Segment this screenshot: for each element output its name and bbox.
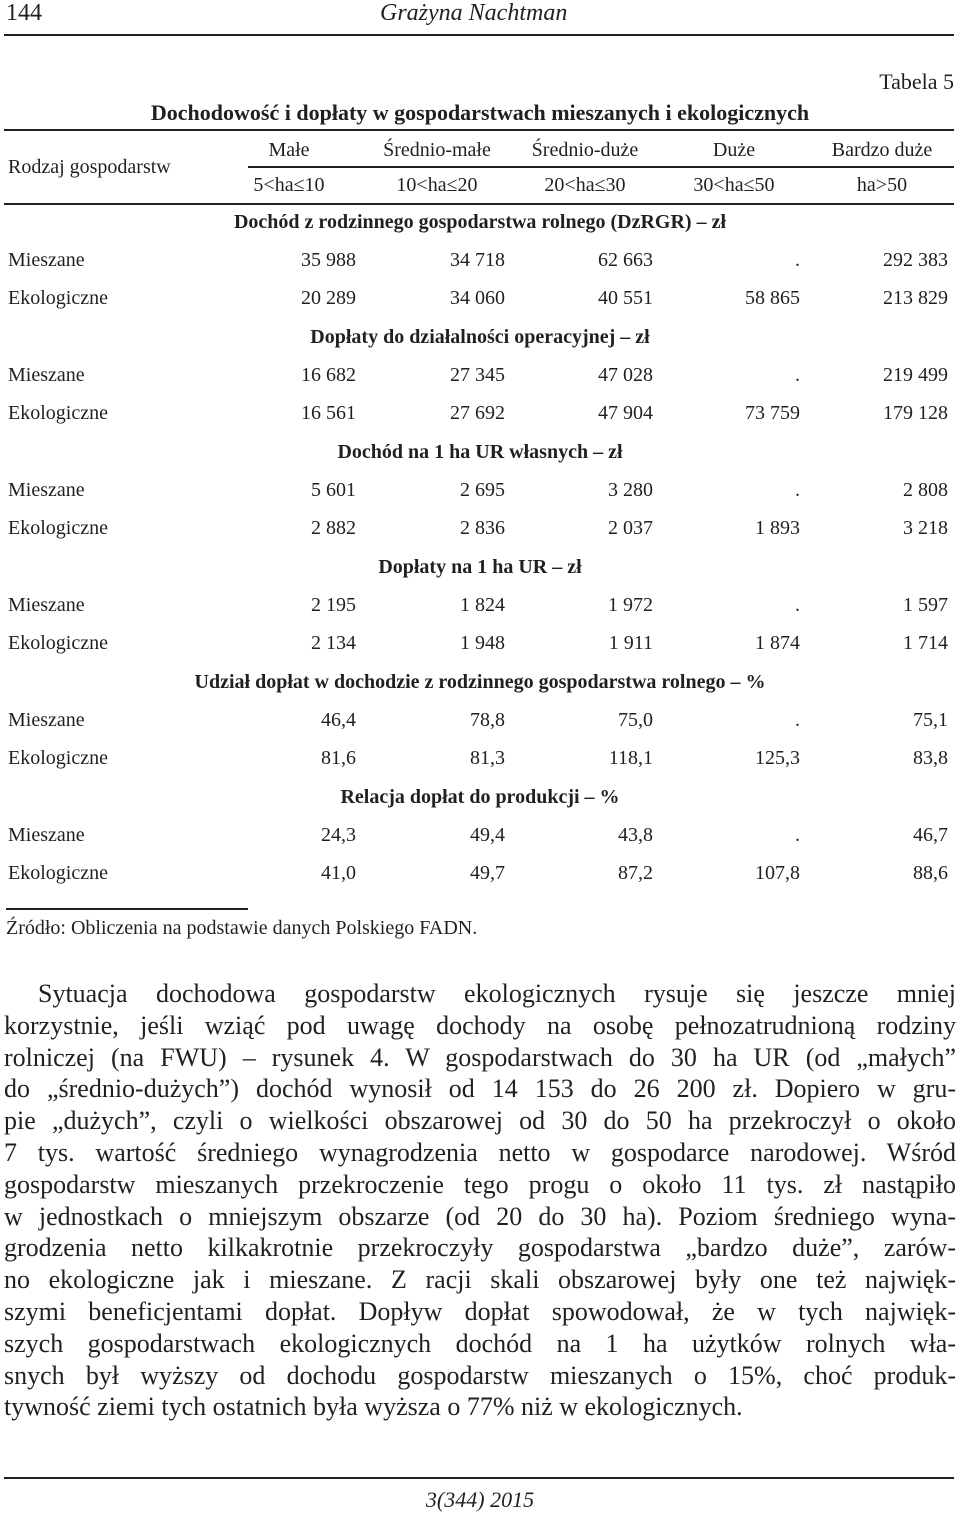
footer-rule [4, 1477, 954, 1479]
table-cell: 219 499 [883, 364, 948, 386]
column-name: Duże [712, 139, 756, 161]
table-cell: 3 280 [608, 479, 653, 501]
table-cell: 73 759 [745, 402, 800, 424]
body-line: 7 tys. wartość średniego wynagrodzenia netto w gospodarce narodowej. Wśród [4, 1137, 956, 1167]
table-cell: 75,1 [913, 709, 948, 731]
body-line: tywność ziemi tych ostatnich była wyższa o 77% niż w ekologicznych. [4, 1392, 743, 1422]
table-cell: 24,3 [321, 824, 356, 846]
body-line: do „średnio-dużych”) dochód wynosił od 14 153 do 26 200 zł. Dopiero w gru- [4, 1074, 956, 1104]
row-label: Mieszane [8, 594, 85, 616]
body-line: korzystnie, jeśli wziąć pod uwagę dochody na osobę pełnozatrudnioną rodziny [4, 1010, 956, 1040]
table-cell: 49,7 [470, 862, 505, 884]
table-cell: 83,8 [913, 747, 948, 769]
section-title: Relacja dopłat do produkcji – % [340, 786, 620, 808]
table-cell: 27 692 [450, 402, 505, 424]
table-cell: 2 037 [608, 517, 653, 539]
row-label: Mieszane [8, 824, 85, 846]
row-label: Mieszane [8, 709, 85, 731]
column-name: Średnio-duże [531, 139, 639, 161]
table-cell: 62 663 [598, 249, 653, 271]
table-cell: 213 829 [883, 287, 948, 309]
table-top-rule [4, 129, 954, 131]
table-cell: 5 601 [311, 479, 356, 501]
table-cell: 20 289 [301, 287, 356, 309]
table-label: Tabela 5 [879, 69, 954, 94]
table-cell: 78,8 [470, 709, 505, 731]
row-label: Ekologiczne [8, 517, 108, 539]
header-rule [4, 34, 954, 36]
table-cell: 16 561 [301, 402, 356, 424]
column-range: 20<ha≤30 [544, 174, 626, 196]
section-title: Dopłaty do działalności operacyjnej – zł [310, 326, 650, 348]
table-cell: 118,1 [608, 747, 653, 769]
section-title: Dochód na 1 ha UR własnych – zł [337, 441, 623, 463]
table-cell: 43,8 [618, 824, 653, 846]
row-label: Mieszane [8, 249, 85, 271]
column-range: 5<ha≤10 [253, 174, 325, 196]
running-header [0, 0, 960, 34]
source-rule [6, 908, 248, 910]
running-author: Grażyna Nachtman [380, 0, 568, 26]
table-cell: 292 383 [883, 249, 948, 271]
table-cell: 1 874 [755, 632, 800, 654]
row-label: Ekologiczne [8, 287, 108, 309]
table-cell: 179 128 [883, 402, 948, 424]
table-cell: 40 551 [598, 287, 653, 309]
body-line: Sytuacja dochodowa gospodarstw ekologicznych rysuje się jeszcze mniej [38, 979, 956, 1008]
table-cell: 27 345 [450, 364, 505, 386]
column-range: ha>50 [856, 174, 908, 196]
column-name: Średnio-małe [383, 139, 491, 161]
table-cell: 2 882 [311, 517, 356, 539]
row-label: Ekologiczne [8, 402, 108, 424]
row-label: Mieszane [8, 479, 85, 501]
table-cell: 49,4 [470, 824, 505, 846]
table-cell: 88,6 [913, 862, 948, 884]
table-header-rule [4, 203, 954, 205]
page-number: 144 [6, 0, 42, 26]
table-cell: 81,3 [470, 747, 505, 769]
table-title: Dochodowość i dopłaty w gospodarstwach mieszanych i ekologicznych [150, 100, 810, 125]
table-cell: 1 714 [903, 632, 948, 654]
section-title: Dopłaty na 1 ha UR – zł [378, 556, 582, 578]
table-cell: . [795, 249, 800, 271]
section-title: Dochód z rodzinnego gospodarstwa rolnego (DzRGR) – zł [233, 211, 727, 233]
table-source: Źródło: Obliczenia na podstawie danych Polskiego FADN. [6, 917, 478, 939]
table-cell: 46,4 [321, 709, 356, 731]
column-name: Bardzo duże [831, 139, 933, 161]
table-cell: 1 824 [460, 594, 505, 616]
table-cell: 47 028 [598, 364, 653, 386]
body-line: rolniczej (na FWU) – rysunek 4. W gospodarstwach do 30 ha UR (od „małych” [4, 1042, 956, 1072]
body-line: grodzenia netto kilkakrotnie przekroczyły gospodarstwa „bardzo duże”, zarów- [4, 1233, 956, 1263]
table-cell: 87,2 [618, 862, 653, 884]
table-cell: 3 218 [903, 517, 948, 539]
table-cell: 2 808 [903, 479, 948, 501]
table-cell: 1 597 [903, 594, 948, 616]
table-cell: 41,0 [321, 862, 356, 884]
table-cell: 1 948 [460, 632, 505, 654]
table-cell: 2 134 [311, 632, 356, 654]
table-cell: 16 682 [301, 364, 356, 386]
table-cell: . [795, 364, 800, 386]
table-cell: 81,6 [321, 747, 356, 769]
table-cell: . [795, 709, 800, 731]
table-cell: 34 718 [450, 249, 505, 271]
table-cell: 1 972 [608, 594, 653, 616]
table-cell: 35 988 [301, 249, 356, 271]
table-cell: 75,0 [618, 709, 653, 731]
table-cell: 2 695 [460, 479, 505, 501]
table-cell: . [795, 479, 800, 501]
row-header-label: Rodzaj gospodarstw [8, 156, 171, 178]
row-label: Ekologiczne [8, 862, 108, 884]
section-title: Udział dopłat w dochodzie z rodzinnego gospodarstwa rolnego – % [194, 671, 766, 693]
column-range: 10<ha≤20 [396, 174, 478, 196]
row-label: Mieszane [8, 364, 85, 386]
body-line: snych był wyższy od dochodu gospodarstw mieszanych o 15%, choć produk- [4, 1360, 956, 1390]
body-line: szych gospodarstwach ekologicznych dochód na 1 ha użytków rolnych wła- [4, 1328, 956, 1358]
table-cell: 1 893 [755, 517, 800, 539]
table-cell: 107,8 [755, 862, 800, 884]
table-cell: 58 865 [745, 287, 800, 309]
table-cell: 2 836 [460, 517, 505, 539]
column-range: 30<ha≤50 [693, 174, 775, 196]
table-cell: 125,3 [755, 747, 800, 769]
issue-footer: 3(344) 2015 [425, 1487, 535, 1512]
table-cell: 2 195 [311, 594, 356, 616]
column-name: Małe [268, 139, 310, 161]
table-cell: 34 060 [450, 287, 505, 309]
table-cell: 47 904 [598, 402, 653, 424]
row-label: Ekologiczne [8, 747, 108, 769]
body-line: w jednostkach o mniejszym obszarze (od 20 do 30 ha). Poziom średniego wyna- [4, 1201, 956, 1231]
body-line: szymi beneficjentami dopłat. Dopływ dopłat spowodował, że w tych najwięk- [4, 1296, 956, 1326]
table-cell: . [795, 594, 800, 616]
table-cell: 1 911 [608, 632, 653, 654]
body-line: no ekologiczne jak i mieszane. Z racji skali obszarowej były one też najwięk- [4, 1265, 956, 1295]
row-label: Ekologiczne [8, 632, 108, 654]
table-cell: 46,7 [913, 824, 948, 846]
body-paragraph [4, 978, 956, 1423]
body-line: pie „dużych”, czyli o wielkości obszarowej od 30 do 50 ha przekroczył o około [4, 1106, 956, 1136]
body-line: gospodarstw mieszanych przekroczenie tego progu o około 11 tys. zł nastąpiło [4, 1169, 956, 1199]
column-group-rule [248, 166, 954, 168]
table-cell: . [795, 824, 800, 846]
